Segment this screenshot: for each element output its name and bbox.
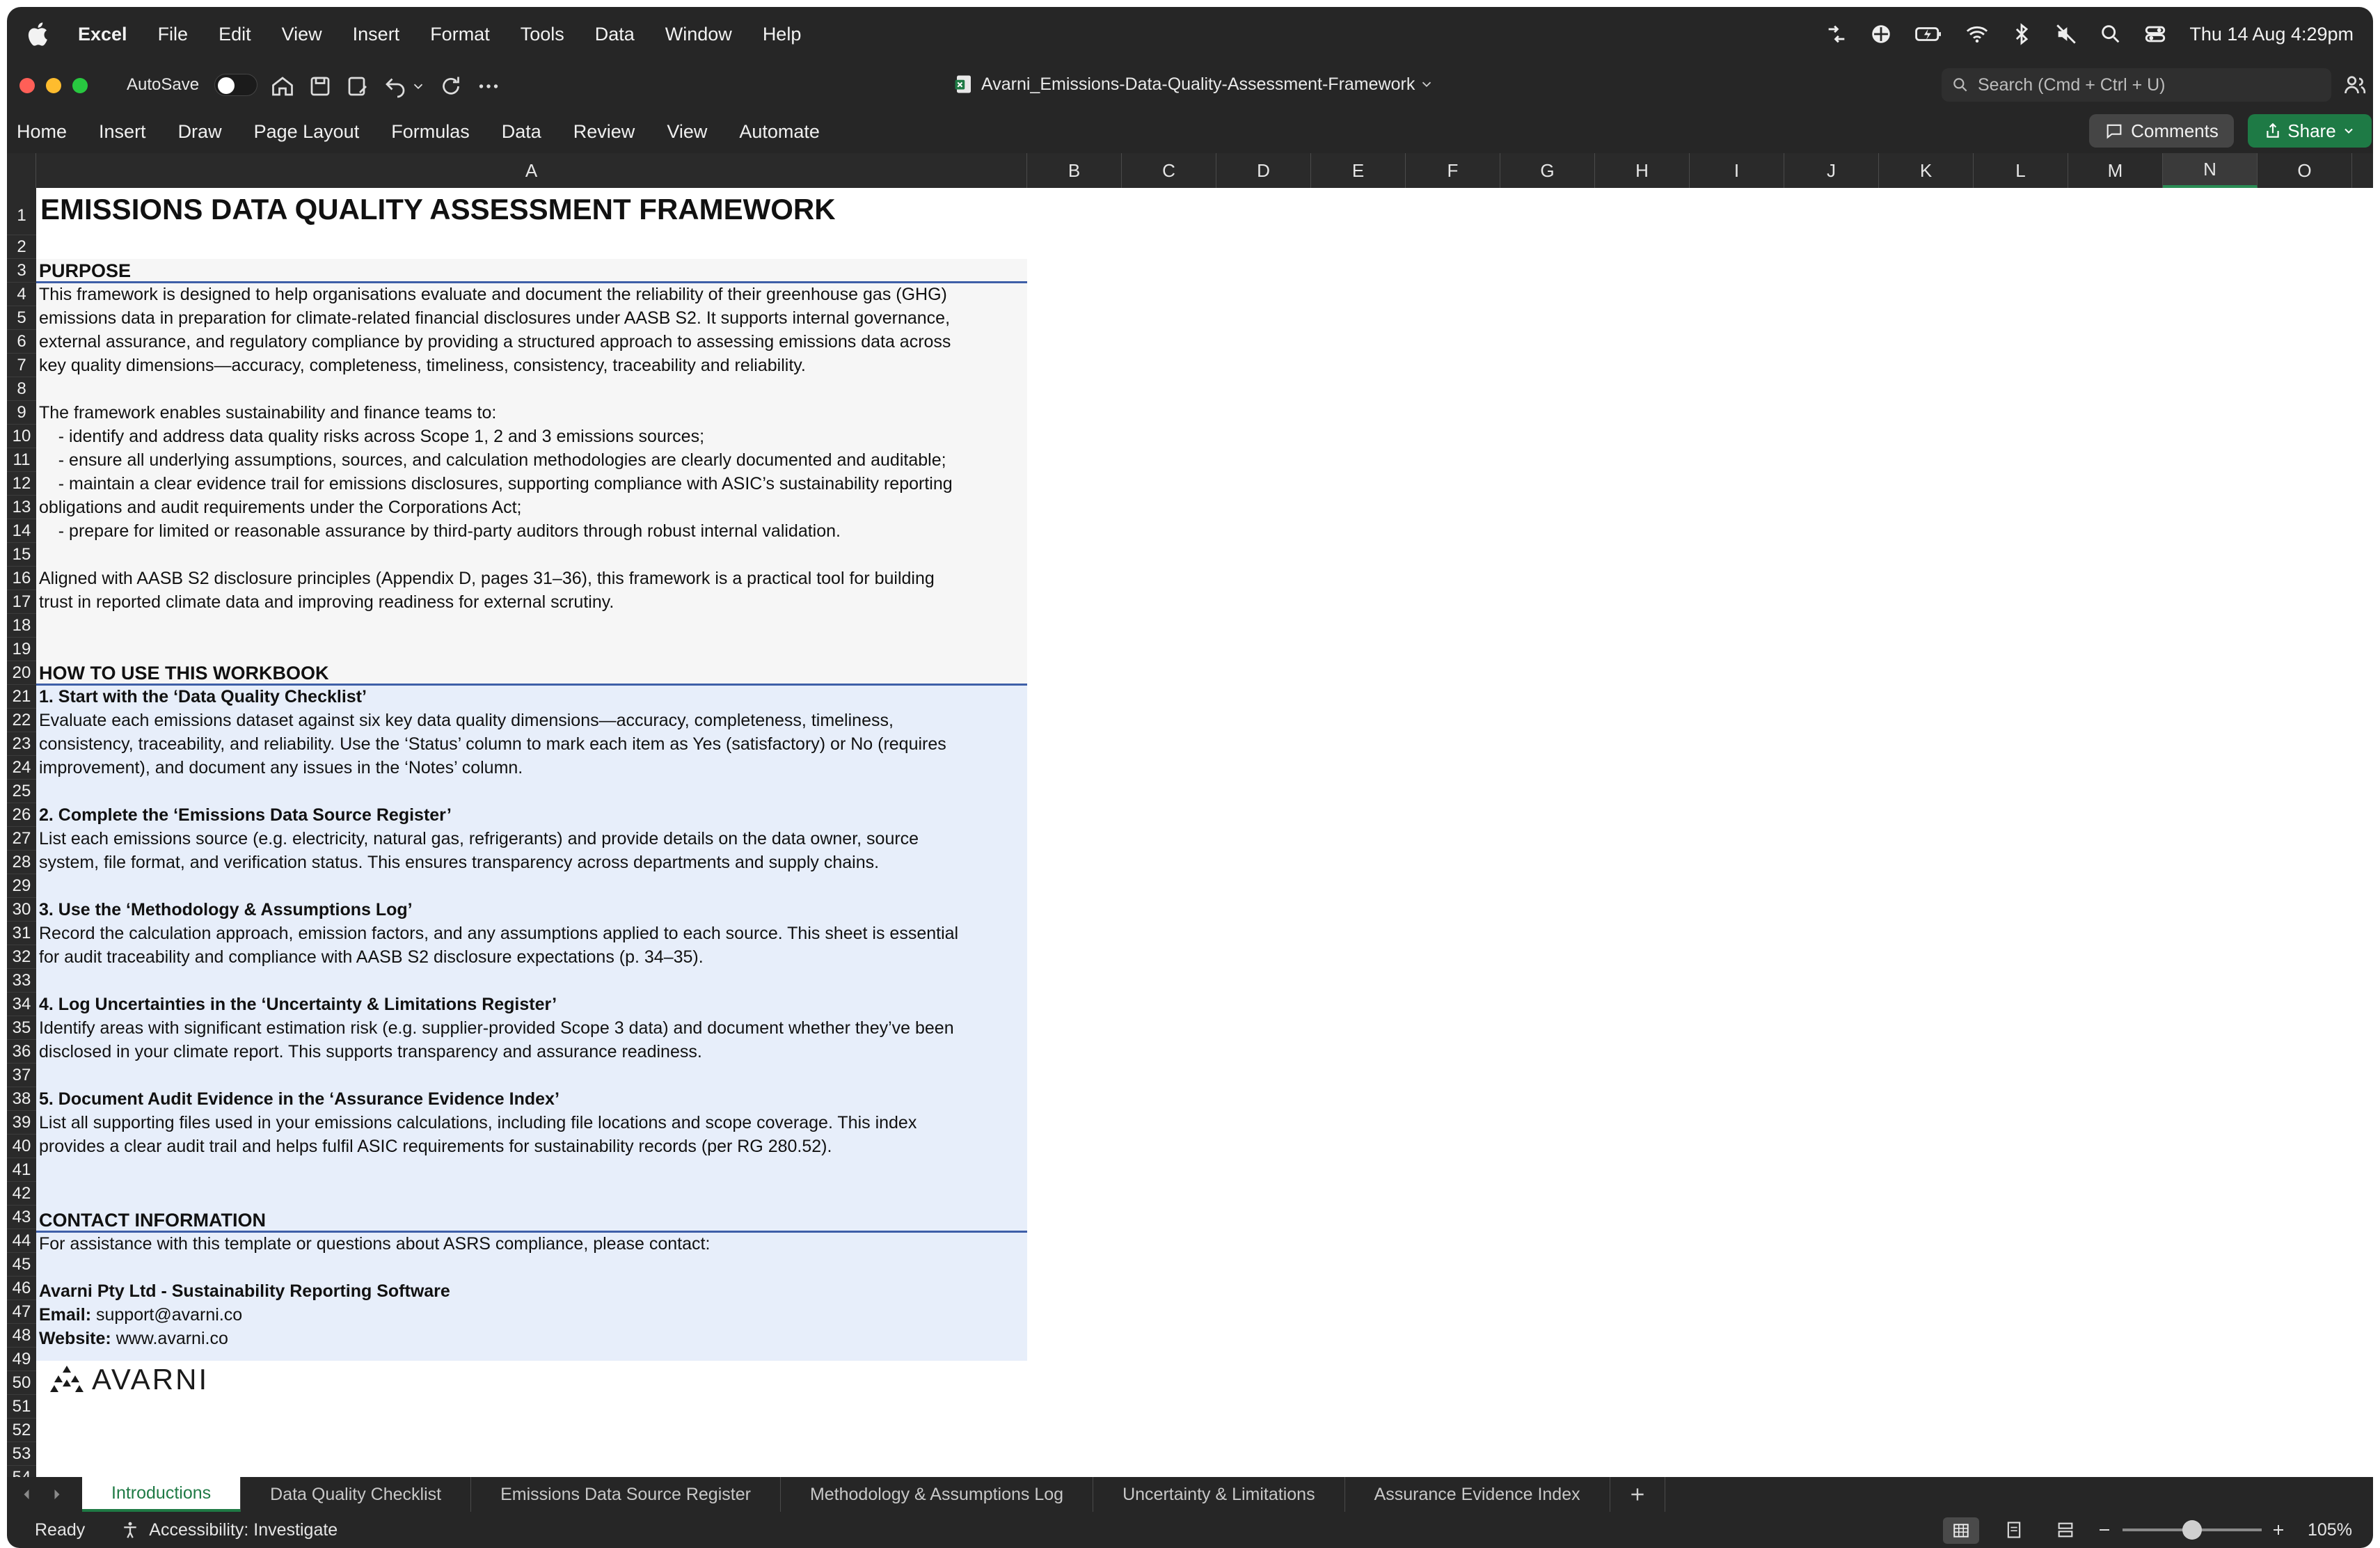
- menu-view[interactable]: View: [281, 23, 322, 45]
- zoom-in-icon[interactable]: [2270, 1522, 2287, 1538]
- minimize-window-button[interactable]: [46, 78, 61, 93]
- row-header[interactable]: 38: [7, 1087, 36, 1111]
- more-icon[interactable]: [476, 74, 501, 99]
- column-header-l[interactable]: L: [1974, 153, 2068, 188]
- row-header[interactable]: 37: [7, 1064, 36, 1087]
- wifi-icon[interactable]: [1965, 22, 1989, 46]
- excel-file-icon: [953, 74, 974, 95]
- scroll-tabs-right-icon[interactable]: [47, 1485, 67, 1504]
- window-title-bar: [7, 61, 2373, 110]
- row-header-bar: [7, 188, 36, 1477]
- row-header[interactable]: 34: [7, 993, 36, 1016]
- row-header[interactable]: 4: [7, 283, 36, 306]
- search-icon: [1951, 76, 1969, 94]
- sheet-tab-assurance-evidence-index[interactable]: Assurance Evidence Index: [1345, 1477, 1610, 1512]
- tab-data[interactable]: Data: [501, 120, 541, 142]
- autosave-toggle[interactable]: [214, 74, 257, 96]
- email-row: [39, 1303, 242, 1327]
- menu-insert[interactable]: Insert: [352, 23, 400, 45]
- step-heading: 4. Log Uncertainties in the ‘Uncertainty & Limitations Register’: [39, 995, 557, 1014]
- step-line: disclosed in your climate report. This supports transparency and assurance readiness.: [39, 1042, 702, 1061]
- grid-view-icon: [1952, 1522, 1970, 1540]
- avarni-logo: [49, 1363, 209, 1396]
- row-header[interactable]: 33: [7, 969, 36, 993]
- add-sheet-button[interactable]: [1610, 1477, 1665, 1512]
- row-header[interactable]: 15: [7, 543, 36, 567]
- step-line: Identify areas with significant estimation risk (e.g. supplier-provided Scope 3 data) and document whether they’ve been: [39, 1018, 954, 1038]
- chevron-down-icon: [1419, 77, 1434, 92]
- enables-line: - maintain a clear evidence trail for emissions disclosures, supporting compliance with ASIC’s sustainability reporting: [39, 474, 953, 493]
- enables-line: obligations and audit requirements under the Corporations Act;: [39, 498, 522, 517]
- sheet-tab-uncertainty-limitations[interactable]: Uncertainty & Limitations: [1093, 1477, 1345, 1512]
- row-header[interactable]: 9: [7, 401, 36, 425]
- row-header[interactable]: 6: [7, 330, 36, 354]
- status-ready: Ready: [35, 1519, 86, 1540]
- share-people-icon[interactable]: [2342, 72, 2367, 97]
- chevron-down-icon: [2342, 124, 2356, 138]
- row-header[interactable]: 50: [7, 1371, 36, 1395]
- column-header-d[interactable]: D: [1216, 153, 1311, 188]
- step-heading: 2. Complete the ‘Emissions Data Source Register’: [39, 805, 452, 825]
- purpose-line: external assurance, and regulatory compliance by providing a structured approach to assessing emissions data across: [39, 332, 951, 352]
- document-title[interactable]: [953, 74, 1434, 95]
- purpose-line: key quality dimensions—accuracy, completeness, timeliness, consistency, traceability and reliability.: [39, 356, 806, 375]
- row-header[interactable]: 36: [7, 1040, 36, 1064]
- step-line: List all supporting files used in your emissions calculations, including file locations and scope coverage. This index: [39, 1113, 917, 1132]
- sheet-tab-emissions-data-source-register[interactable]: Emissions Data Source Register: [471, 1477, 781, 1512]
- zoom-level[interactable]: 105%: [2308, 1520, 2352, 1540]
- tab-page-layout[interactable]: Page Layout: [253, 120, 360, 142]
- column-header-b[interactable]: B: [1027, 153, 1122, 188]
- macos-menu-bar: [7, 7, 2373, 61]
- row-header[interactable]: 31: [7, 922, 36, 945]
- row-header[interactable]: 5: [7, 306, 36, 330]
- close-window-button[interactable]: [19, 78, 35, 93]
- column-header-j[interactable]: J: [1784, 153, 1879, 188]
- worksheet-grid[interactable]: [36, 188, 2373, 1477]
- status-circle-icon[interactable]: [1869, 22, 1893, 46]
- email-label: Email:: [39, 1305, 92, 1325]
- screen-mirroring-icon[interactable]: [1825, 22, 1848, 46]
- tab-draw[interactable]: Draw: [177, 120, 222, 142]
- email-value[interactable]: support@avarni.co: [95, 1305, 243, 1325]
- comment-icon: [2104, 121, 2124, 141]
- row-header[interactable]: 13: [7, 496, 36, 519]
- row-header[interactable]: 11: [7, 448, 36, 472]
- autosave-toggle-knob: [218, 77, 235, 94]
- row-header[interactable]: 28: [7, 851, 36, 874]
- column-header-g[interactable]: G: [1500, 153, 1595, 188]
- menu-app-excel[interactable]: Excel: [78, 23, 127, 45]
- menu-format[interactable]: Format: [430, 23, 490, 45]
- undo-icon[interactable]: [383, 74, 408, 99]
- sheet-tab-methodology-assumptions-log[interactable]: Methodology & Assumptions Log: [781, 1477, 1093, 1512]
- sheet-tab-introductions[interactable]: Introductions: [82, 1477, 241, 1512]
- search-icon[interactable]: [2099, 22, 2123, 46]
- column-header-f[interactable]: F: [1406, 153, 1500, 188]
- tab-review[interactable]: Review: [573, 120, 635, 142]
- row-header[interactable]: 2: [7, 235, 36, 259]
- row-header[interactable]: 7: [7, 354, 36, 377]
- row-header[interactable]: 27: [7, 827, 36, 851]
- menu-tools[interactable]: Tools: [520, 23, 564, 45]
- search-box[interactable]: [1942, 68, 2331, 102]
- purpose-line: This framework is designed to help organisations evaluate and document the reliability of their greenhouse gas (GHG): [39, 285, 947, 304]
- menu-help[interactable]: Help: [762, 23, 802, 45]
- purpose-line: emissions data in preparation for climate-related financial disclosures under AASB S2. It supports internal governance,: [39, 308, 951, 328]
- normal-view-button[interactable]: [1943, 1517, 1979, 1544]
- row-header[interactable]: 51: [7, 1395, 36, 1419]
- bluetooth-icon[interactable]: [2010, 22, 2033, 46]
- tab-home[interactable]: Home: [17, 120, 68, 142]
- share-icon: [2264, 122, 2282, 140]
- menu-file[interactable]: File: [157, 23, 189, 45]
- row-header[interactable]: 20: [7, 661, 36, 685]
- accessibility-status[interactable]: Accessibility: Investigate: [149, 1519, 338, 1540]
- step-line: List each emissions source (e.g. electricity, natural gas, refrigerants) and provide details on the data owner, source: [39, 829, 919, 848]
- share-button[interactable]: [2248, 114, 2372, 148]
- undo-dropdown-icon[interactable]: [411, 74, 426, 99]
- tab-formulas[interactable]: Formulas: [391, 120, 470, 142]
- plus-icon: [1628, 1485, 1647, 1503]
- menu-window[interactable]: Window: [665, 23, 732, 45]
- step-heading: 5. Document Audit Evidence in the ‘Assurance Evidence Index’: [39, 1089, 560, 1109]
- tab-automate[interactable]: Automate: [739, 120, 820, 142]
- enables-intro: The framework enables sustainability and finance teams to:: [39, 403, 497, 422]
- comments-button[interactable]: [2089, 114, 2234, 148]
- row-header[interactable]: 46: [7, 1277, 36, 1300]
- status-bar: [7, 1512, 2373, 1548]
- column-header-a[interactable]: A: [36, 153, 1027, 188]
- step-line: provides a clear audit trail and helps fulfil ASIC requirements for sustainability records (per RG 280.52).: [39, 1137, 832, 1156]
- enables-line: - ensure all underlying assumptions, sources, and calculation methodologies are clearly documented and auditable;: [39, 450, 946, 470]
- step-line: Record the calculation approach, emission factors, and any assumptions applied to each source. This sheet is essential: [39, 924, 959, 943]
- row-header[interactable]: 39: [7, 1111, 36, 1135]
- column-header-h[interactable]: H: [1595, 153, 1690, 188]
- scroll-tabs-left-icon[interactable]: [17, 1485, 36, 1504]
- enables-line: - identify and address data quality risks across Scope 1, 2 and 3 emissions sources;: [39, 427, 705, 446]
- row-header[interactable]: 30: [7, 898, 36, 922]
- howto-heading: HOW TO USE THIS WORKBOOK: [39, 663, 329, 684]
- menu-data[interactable]: Data: [594, 23, 635, 45]
- company-name: Avarni Pty Ltd - Sustainability Reporting Software: [39, 1281, 450, 1301]
- document-title-text: Avarni_Emissions-Data-Quality-Assessment-Framework: [981, 74, 1415, 94]
- row-header[interactable]: 17: [7, 590, 36, 614]
- column-header-o[interactable]: O: [2258, 153, 2352, 188]
- row-header[interactable]: 45: [7, 1253, 36, 1277]
- comments-label: Comments: [2131, 120, 2219, 141]
- aligned-line: trust in reported climate data and improving readiness for external scrutiny.: [39, 592, 614, 612]
- row-header[interactable]: 42: [7, 1182, 36, 1206]
- tab-view[interactable]: View: [667, 120, 708, 142]
- purpose-heading: PURPOSE: [39, 260, 132, 281]
- row-header[interactable]: 16: [7, 567, 36, 590]
- row-header[interactable]: 18: [7, 614, 36, 638]
- zoom-out-icon[interactable]: [2096, 1522, 2113, 1538]
- save-icon[interactable]: [308, 74, 333, 99]
- row-header[interactable]: 22: [7, 709, 36, 732]
- step-line: consistency, traceability, and reliability. Use the ‘Status’ column to mark each item as Yes (satisfactory) or No (requires: [39, 734, 946, 754]
- website-label: Website:: [39, 1329, 111, 1348]
- row-header[interactable]: 3: [7, 259, 36, 283]
- website-row: [39, 1327, 228, 1350]
- control-center-icon[interactable]: [2143, 22, 2167, 46]
- step-line: system, file format, and verification status. This ensures transparency across departments and supply chains.: [39, 853, 880, 872]
- avarni-logo-icon: [49, 1364, 85, 1395]
- aligned-line: Aligned with AASB S2 disclosure principles (Appendix D, pages 31–36), this framework is a practical tool for building: [39, 569, 935, 588]
- website-value[interactable]: www.avarni.co: [116, 1329, 228, 1348]
- enables-line: - prepare for limited or reasonable assurance by third-party auditors through robust internal validation.: [39, 521, 841, 541]
- column-header-c[interactable]: C: [1122, 153, 1216, 188]
- menu-clock[interactable]: Thu 14 Aug 4:29pm: [2189, 23, 2354, 45]
- row-header[interactable]: 52: [7, 1419, 36, 1442]
- avarni-logo-text: AVARNI: [92, 1363, 209, 1396]
- row-header[interactable]: 49: [7, 1348, 36, 1371]
- row-header[interactable]: 26: [7, 803, 36, 827]
- row-header[interactable]: 25: [7, 780, 36, 803]
- menu-edit[interactable]: Edit: [219, 23, 251, 45]
- page-title: EMISSIONS DATA QUALITY ASSESSMENT FRAMEWORK: [40, 193, 836, 226]
- save-as-icon[interactable]: [345, 74, 370, 99]
- row-header[interactable]: 23: [7, 732, 36, 756]
- row-header[interactable]: 19: [7, 638, 36, 661]
- row-header[interactable]: 29: [7, 874, 36, 898]
- page-layout-view-icon[interactable]: [2004, 1520, 2024, 1540]
- column-header-m[interactable]: M: [2068, 153, 2163, 188]
- step-line: Evaluate each emissions dataset against six key data quality dimensions—accuracy, completeness, timeliness,: [39, 711, 894, 730]
- redo-icon[interactable]: [438, 74, 463, 99]
- search-input[interactable]: [1978, 75, 2305, 95]
- step-line: improvement), and document any issues in the ‘Notes’ column.: [39, 758, 523, 777]
- row-header[interactable]: 43: [7, 1206, 36, 1229]
- column-header-k[interactable]: K: [1879, 153, 1974, 188]
- contact-intro: For assistance with this template or questions about ASRS compliance, please contact:: [39, 1234, 711, 1254]
- row-header[interactable]: 21: [7, 685, 36, 709]
- ribbon-tabs: [7, 110, 2373, 153]
- battery-icon[interactable]: [1914, 22, 1944, 46]
- row-header[interactable]: 53: [7, 1442, 36, 1466]
- page-break-view-icon[interactable]: [2056, 1520, 2075, 1540]
- row-header[interactable]: 14: [7, 519, 36, 543]
- step-heading: 1. Start with the ‘Data Quality Checklist’: [39, 687, 367, 706]
- zoom-slider-knob[interactable]: [2182, 1520, 2202, 1540]
- maximize-window-button[interactable]: [72, 78, 88, 93]
- sheet-tabs-bar: [7, 1477, 2373, 1512]
- autosave-label: AutoSave: [127, 75, 200, 94]
- sheet-tab-data-quality-checklist[interactable]: Data Quality Checklist: [241, 1477, 471, 1512]
- row-header[interactable]: 10: [7, 425, 36, 448]
- row-header[interactable]: 41: [7, 1158, 36, 1182]
- row-header[interactable]: 8: [7, 377, 36, 401]
- accessibility-icon[interactable]: [120, 1519, 141, 1540]
- home-icon[interactable]: [270, 74, 295, 99]
- mute-icon[interactable]: [2054, 22, 2078, 46]
- step-heading: 3. Use the ‘Methodology & Assumptions Log’: [39, 900, 413, 919]
- column-header-i[interactable]: I: [1690, 153, 1784, 188]
- row-header[interactable]: 44: [7, 1229, 36, 1253]
- row-header[interactable]: 47: [7, 1300, 36, 1324]
- row-header[interactable]: 35: [7, 1016, 36, 1040]
- select-all-corner[interactable]: [7, 153, 36, 188]
- contact-heading: CONTACT INFORMATION: [39, 1210, 266, 1231]
- row-header[interactable]: 1: [7, 188, 36, 235]
- step-line: for audit traceability and compliance with AASB S2 disclosure expectations (p. 34–35).: [39, 947, 704, 967]
- row-header[interactable]: 24: [7, 756, 36, 780]
- tab-insert[interactable]: Insert: [99, 120, 146, 142]
- row-header[interactable]: 40: [7, 1135, 36, 1158]
- row-header[interactable]: 12: [7, 472, 36, 496]
- column-header-e[interactable]: E: [1311, 153, 1406, 188]
- apple-icon[interactable]: [25, 20, 53, 48]
- column-header-bar: [7, 153, 2373, 188]
- column-header-n[interactable]: N: [2163, 153, 2258, 188]
- row-header[interactable]: 32: [7, 945, 36, 969]
- share-label: Share: [2287, 120, 2336, 141]
- row-header[interactable]: 48: [7, 1324, 36, 1348]
